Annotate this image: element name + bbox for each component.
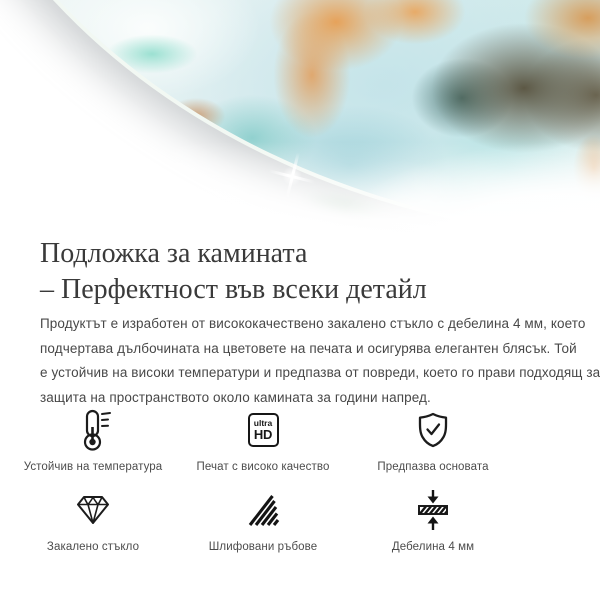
description-line: защита на пространството около камината за години напред. (40, 389, 431, 405)
diamond-icon (75, 494, 111, 526)
feature-polished-edges (178, 487, 348, 553)
ultra-hd-icon: ultra HD (248, 413, 279, 447)
features-grid (8, 407, 600, 553)
product-description (40, 312, 600, 410)
feature-protects-base (348, 407, 518, 473)
feature-thickness-4mm (348, 487, 518, 553)
polished-edges-icon (245, 493, 281, 527)
feature-tempered-glass (8, 487, 178, 553)
description-line: Продуктът е изработен от висококачествено закалено стъкло с дебелина 4 мм, което (40, 316, 586, 331)
feature-label: Устойчив на температура (23, 461, 163, 473)
page-title-line-2: – Перфектност във всеки детайл (40, 274, 427, 305)
product-photo (0, 0, 600, 236)
thickness-4mm-icon (415, 489, 451, 531)
feature-label: Предпазва основата (377, 461, 489, 473)
shield-check-icon (417, 412, 449, 448)
feature-high-quality-print (178, 407, 348, 473)
thermometer-icon (71, 408, 115, 452)
feature-label: Шлифовани ръбове (208, 541, 318, 553)
feature-label: Печат с високо качество (196, 461, 330, 473)
description-line: подчертава дълбочината на цветовете на печата и осигурява елегантен блясък. Той (40, 340, 577, 356)
description-line: е устойчив на високи температури и предпазва от повреди, което го прави подходящ за (40, 365, 600, 380)
feature-temperature-resistant (8, 407, 178, 473)
page-title (0, 236, 600, 308)
feature-label: Дебелина 4 мм (391, 541, 475, 553)
feature-label: Закалено стъкло (46, 541, 140, 553)
page-title-line-1: Подложка за камината (40, 238, 308, 269)
